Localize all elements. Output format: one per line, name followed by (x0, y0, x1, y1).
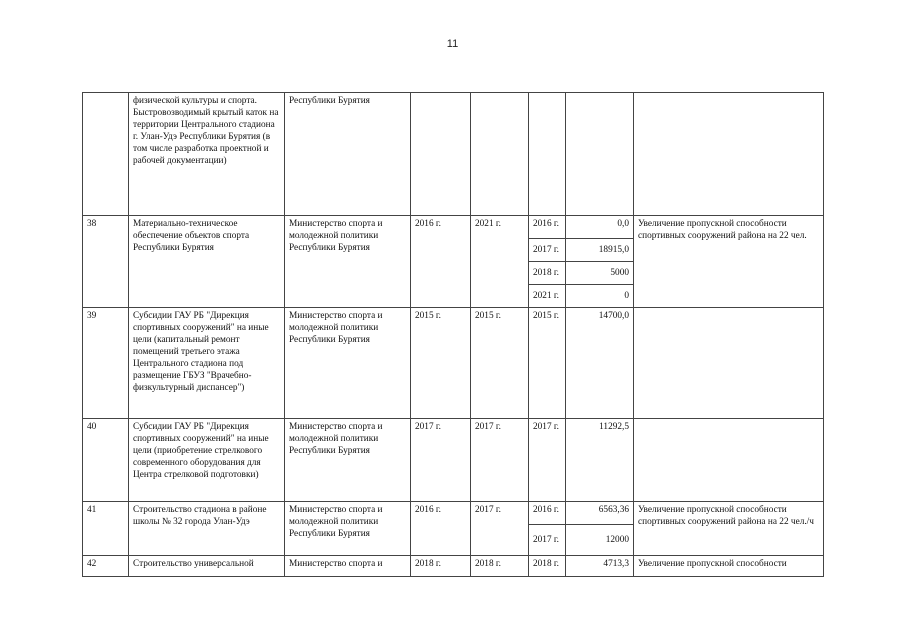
end-year: 2017 г. (471, 419, 529, 502)
table-row (83, 419, 824, 502)
funding-year: 2021 г. (529, 285, 566, 308)
expected-result (634, 308, 824, 419)
funding-amount: 0 (566, 285, 634, 308)
executor: Министерство спорта и молодежной политики Республики Бурятия (285, 419, 411, 502)
table-row (83, 93, 824, 216)
funding-year: 2017 г. (529, 239, 566, 262)
start-year (411, 93, 471, 216)
table-row (83, 556, 824, 577)
funding-year: 2018 г. (529, 262, 566, 285)
row-number: 39 (83, 308, 129, 419)
funding-year: 2016 г. (529, 502, 566, 525)
row-number: 41 (83, 502, 129, 556)
measure-name: физической культуры и спорта. Быстровозводимый крытый каток на территории Центрального стадиона г. Улан-Удэ Республики Бурятия (в том числе разработка проектной и рабочей документации) (129, 93, 285, 216)
executor: Министерство спорта и (285, 556, 411, 577)
row-number: 40 (83, 419, 129, 502)
measure-name: Строительство стадиона в районе школы № 32 города Улан-Удэ (129, 502, 285, 556)
expected-result (634, 419, 824, 502)
expected-result: Увеличение пропускной способности спортивных сооружений района на 22 чел./ч (634, 502, 824, 556)
measure-name: Материально-техническое обеспечение объектов спорта Республики Бурятия (129, 216, 285, 308)
page-number: 11 (446, 38, 459, 50)
table-row (83, 216, 824, 239)
measure-name: Строительство универсальной (129, 556, 285, 577)
end-year (471, 93, 529, 216)
executor: Министерство спорта и молодежной политики Республики Бурятия (285, 308, 411, 419)
executor: Республики Бурятия (285, 93, 411, 216)
row-number: 38 (83, 216, 129, 308)
funding-amount: 14700,0 (566, 308, 634, 419)
funding-amount (566, 93, 634, 216)
funding-amount: 11292,5 (566, 419, 634, 502)
expected-result: Увеличение пропускной способности спортивных сооружений района на 22 чел. (634, 216, 824, 308)
end-year: 2021 г. (471, 216, 529, 308)
funding-year: 2018 г. (529, 556, 566, 577)
measure-name: Субсидии ГАУ РБ "Дирекция спортивных сооружений" на иные цели (капитальный ремонт помещений третьего этажа Центрального стадиона под размещение ГБУЗ "Врачебно-физкультурный диспансер") (129, 308, 285, 419)
start-year: 2018 г. (411, 556, 471, 577)
funding-year (529, 93, 566, 216)
end-year: 2015 г. (471, 308, 529, 419)
row-number: 42 (83, 556, 129, 577)
expected-result (634, 93, 824, 216)
start-year: 2016 г. (411, 502, 471, 556)
funding-year: 2016 г. (529, 216, 566, 239)
funding-year: 2015 г. (529, 308, 566, 419)
expected-result: Увеличение пропускной способности (634, 556, 824, 577)
executor: Министерство спорта и молодежной политики Республики Бурятия (285, 502, 411, 556)
funding-year: 2017 г. (529, 525, 566, 556)
executor: Министерство спорта и молодежной политики Республики Бурятия (285, 216, 411, 308)
funding-year: 2017 г. (529, 419, 566, 502)
end-year: 2017 г. (471, 502, 529, 556)
funding-amount: 18915,0 (566, 239, 634, 262)
start-year: 2017 г. (411, 419, 471, 502)
funding-amount: 0,0 (566, 216, 634, 239)
start-year: 2016 г. (411, 216, 471, 308)
row-number (83, 93, 129, 216)
start-year: 2015 г. (411, 308, 471, 419)
funding-amount: 12000 (566, 525, 634, 556)
funding-amount: 5000 (566, 262, 634, 285)
measure-name: Субсидии ГАУ РБ "Дирекция спортивных сооружений" на иные цели (приобретение стрелкового современного оборудования для Центра стрелковой подготовки) (129, 419, 285, 502)
end-year: 2018 г. (471, 556, 529, 577)
table-row (83, 308, 824, 419)
funding-amount: 6563,36 (566, 502, 634, 525)
table-row (83, 502, 824, 525)
program-table (82, 92, 824, 577)
funding-amount: 4713,3 (566, 556, 634, 577)
